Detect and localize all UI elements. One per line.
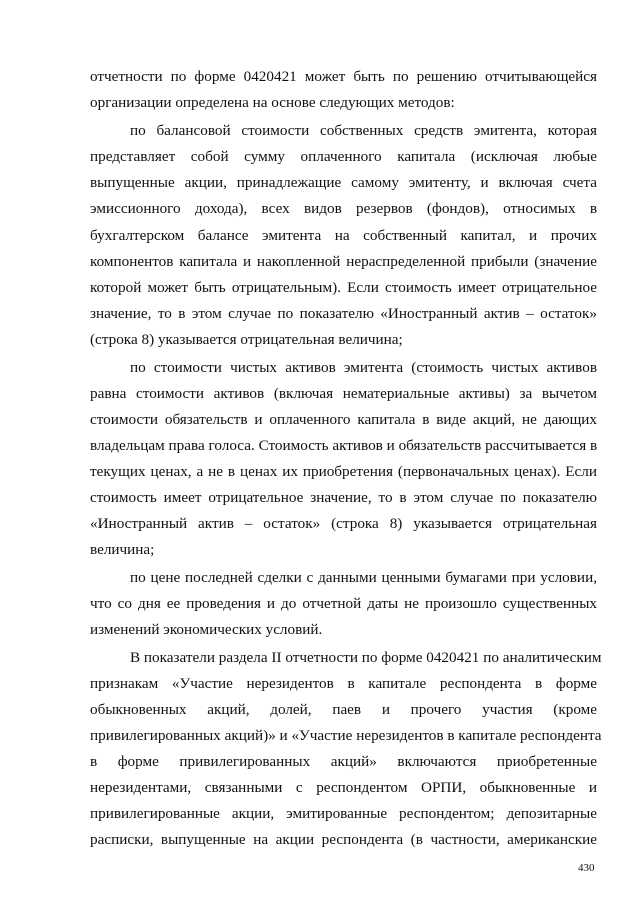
text-line: значение, то в этом случае по показателю «Иностранный актив – остаток» bbox=[90, 305, 597, 322]
text-line: привилегированные акции, эмитированные респондентом; депозитарные bbox=[90, 805, 597, 822]
text-line: по цене последней сделки с данными ценными бумагами при условии, bbox=[130, 569, 597, 586]
text-line: по стоимости чистых активов эмитента (стоимость чистых активов bbox=[130, 359, 597, 376]
text-line: в форме привилегированных акций» включаются приобретенные bbox=[90, 753, 597, 770]
text-line: которой может быть отрицательным). Если стоимость имеет отрицательное bbox=[90, 279, 597, 296]
text-line: текущих ценах, а не в ценах их приобретения (первоначальных ценах). Если bbox=[90, 463, 597, 480]
text-line: обыкновенных акций, долей, паев и прочего участия (кроме bbox=[90, 701, 597, 718]
text-line: компонентов капитала и накопленной нераспределенной прибыли (значение bbox=[90, 253, 597, 270]
text-line: выпущенные акции, принадлежащие самому эмитенту, и включая счета bbox=[90, 174, 597, 191]
text-line: привилегированных акций)» и «Участие нерезидентов в капитале респондента bbox=[90, 727, 602, 744]
text-line: организации определена на основе следующих методов: bbox=[90, 94, 455, 111]
text-line: стоимость имеет отрицательное значение, то в этом случае по показателю bbox=[90, 489, 597, 506]
text-line: равна стоимости активов (включая нематериальные активы) за вычетом bbox=[90, 385, 597, 402]
text-line: (строка 8) указывается отрицательная величина; bbox=[90, 331, 403, 348]
text-line: эмиссионного дохода), всех видов резервов (фондов), относимых в bbox=[90, 200, 597, 217]
text-line: бухгалтерском балансе эмитента на собственный капитал, и прочих bbox=[90, 227, 597, 244]
text-line: стоимости обязательств и оплаченного капитала в виде акций, не дающих bbox=[90, 411, 597, 428]
text-line: по балансовой стоимости собственных средств эмитента, которая bbox=[130, 122, 597, 139]
text-line: изменений экономических условий. bbox=[90, 621, 323, 638]
text-line: признакам «Участие нерезидентов в капитале респондента в форме bbox=[90, 675, 597, 692]
text-line: «Иностранный актив – остаток» (строка 8) указывается отрицательная bbox=[90, 515, 597, 532]
text-line: расписки, выпущенные на акции респондента (в частности, американские bbox=[90, 831, 597, 848]
page-number: 430 bbox=[578, 862, 595, 874]
text-line: владельцам права голоса. Стоимость активов и обязательств рассчитывается в bbox=[90, 437, 598, 454]
text-line: нерезидентами, связанными с респондентом ОРПИ, обыкновенные и bbox=[90, 779, 597, 796]
text-line: что со дня ее проведения и до отчетной даты не произошло существенных bbox=[90, 595, 597, 612]
text-line: величина; bbox=[90, 541, 155, 558]
text-line: отчетности по форме 0420421 может быть по решению отчитывающейся bbox=[90, 68, 597, 85]
text-line: представляет собой сумму оплаченного капитала (исключая любые bbox=[90, 148, 597, 165]
text-line: В показатели раздела II отчетности по форме 0420421 по аналитическим bbox=[130, 649, 602, 666]
